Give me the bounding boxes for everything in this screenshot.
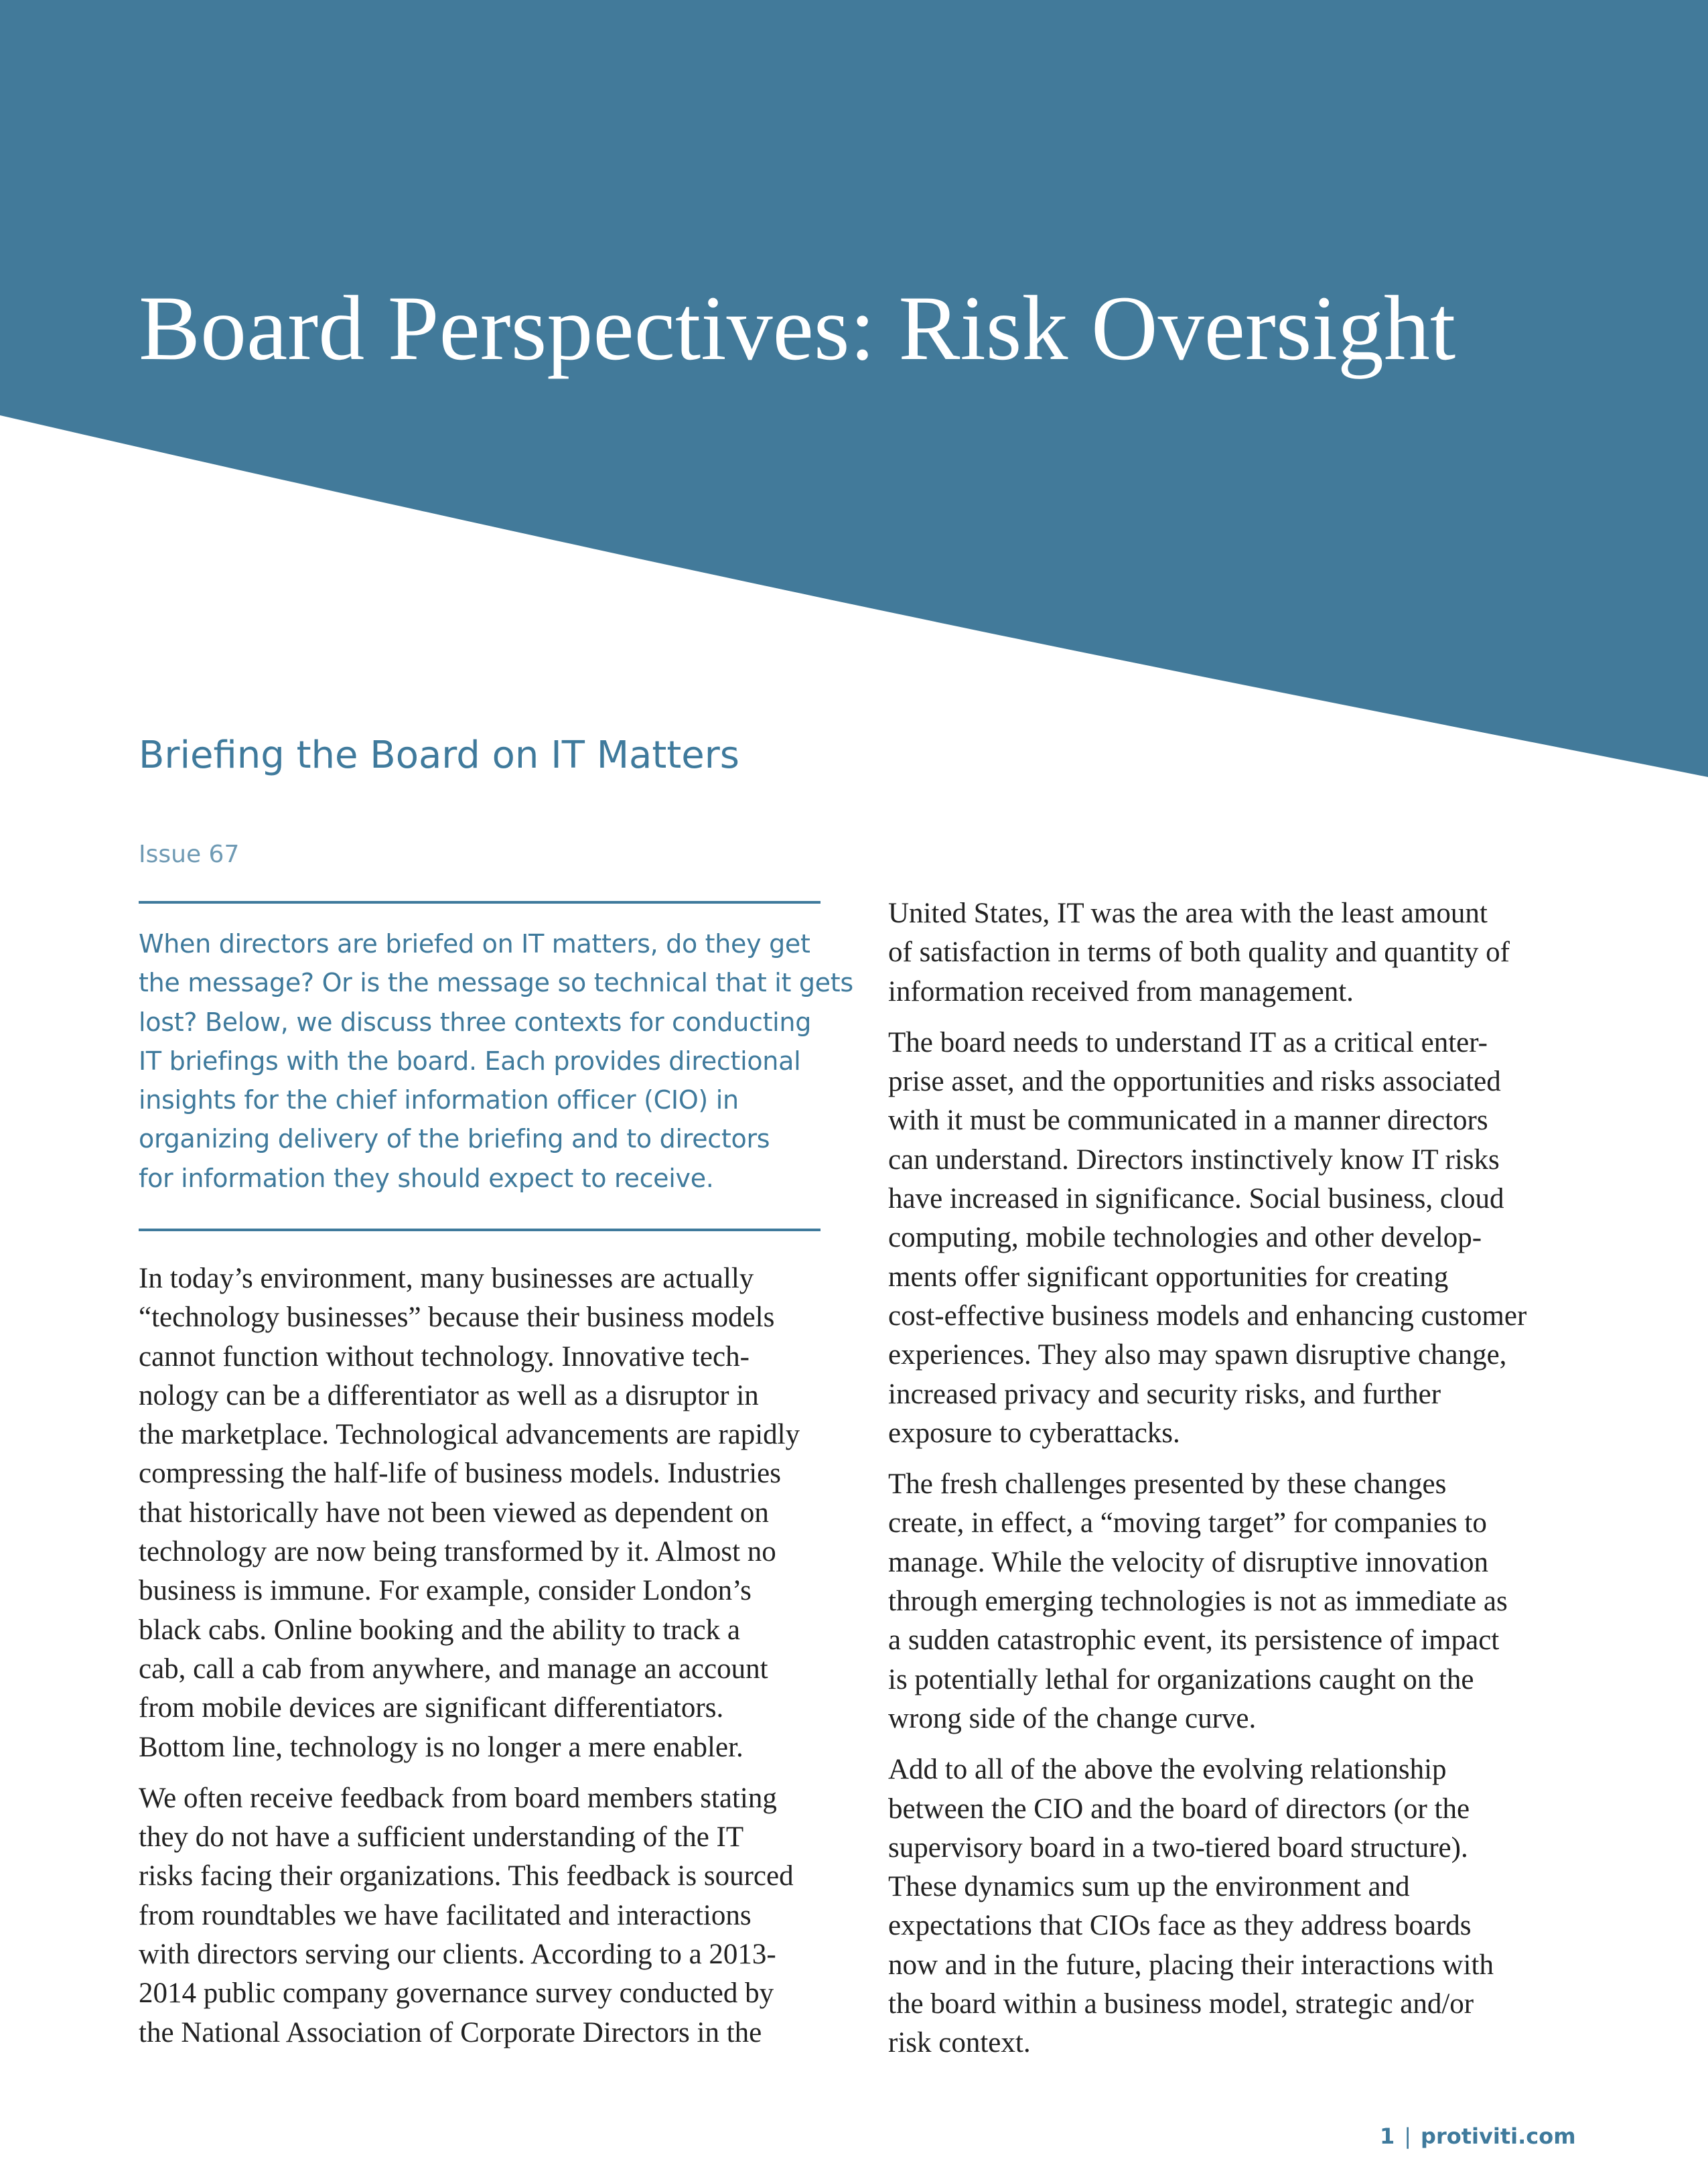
body-paragraph (139, 1779, 835, 2052)
text-line: We often receive feedback from board members stating (139, 1782, 777, 1814)
text-line: can understand. Directors instinctively know IT risks (888, 1143, 1500, 1176)
page-footer (1380, 2123, 1576, 2149)
text-line: United States, IT was the area with the least amount (888, 898, 1488, 929)
text-line: manage. While the velocity of disruptive innovation (888, 1546, 1489, 1578)
text-line: of satisfaction in terms of both quality and quantity of (888, 936, 1510, 969)
text-line: wrong side of the change curve. (888, 1702, 1257, 1734)
text-line: the National Association of Corporate Directors in the (139, 2016, 762, 2048)
text-line: they do not have a sufficient understanding of the IT (139, 1821, 744, 1854)
text-line: In today’s environment, many businesses are actually (139, 1263, 754, 1294)
text-line: compressing the half-life of business models. Industries (139, 1458, 781, 1490)
text-line: ments offer significant opportunities for creating (888, 1261, 1449, 1293)
text-line: information received from management. (888, 975, 1354, 1007)
page-number: 1 (1380, 2123, 1395, 2149)
text-line: nology can be a differentiator as well as a disruptor in (139, 1379, 759, 1411)
text-line: is potentially lethal for organizations caught on the (888, 1663, 1474, 1695)
text-line: cannot function without technology. Innovative tech- (139, 1340, 750, 1373)
text-line: business is immune. For example, consider London’s (139, 1575, 752, 1607)
text-line: now and in the future, placing their interactions with (888, 1949, 1494, 1981)
text-line: technology are now being transformed by it. Almost no (139, 1536, 776, 1568)
text-line: risk context. (888, 2027, 1031, 2059)
text-line: cost-effective business models and enhancing customer (888, 1300, 1527, 1332)
banner-background (0, 0, 1708, 777)
text-line: increased privacy and security risks, and further (888, 1378, 1441, 1410)
intro-line: the message? Or is the message so technical that it gets (139, 968, 853, 998)
briefing-subtitle: Briefing the Board on IT Matters (139, 734, 739, 777)
text-line: create, in effect, a “moving target” for companies to (888, 1507, 1487, 1539)
text-line: from roundtables we have facilitated and interactions (139, 1899, 752, 1931)
text-line: between the CIO and the board of directors (or the (888, 1793, 1470, 1825)
intro-summary (139, 924, 853, 1198)
body-paragraph (888, 894, 1585, 1012)
text-line: The fresh challenges presented by these changes (888, 1468, 1447, 1501)
issue-number: Issue 67 (139, 841, 240, 868)
intro-line: organizing delivery of the briefing and to directors (139, 1124, 770, 1154)
intro-line: insights for the chief information officer (CIO) in (139, 1085, 739, 1115)
intro-line: for information they should expect to receive. (139, 1163, 714, 1193)
text-line: Bottom line, technology is no longer a mere enabler. (139, 1731, 743, 1763)
footer-separator: | (1404, 2123, 1412, 2149)
text-line: cab, call a cab from anywhere, and manage an account (139, 1653, 768, 1685)
text-line: exposure to cyberattacks. (888, 1417, 1180, 1449)
text-line: the marketplace. Technological advancements are rapidly (139, 1419, 800, 1451)
text-line: have increased in significance. Social business, cloud (888, 1183, 1504, 1215)
text-line: These dynamics sum up the environment and (888, 1871, 1410, 1903)
footer-site-link[interactable]: protiviti.com (1421, 2123, 1576, 2149)
text-line: expectations that CIOs face as they address boards (888, 1910, 1472, 1942)
text-line: risks facing their organizations. This feedback is sourced (139, 1860, 794, 1892)
intro-line: When directors are briefed on IT matters, do they get (139, 929, 810, 959)
text-line: supervisory board in a two-tiered board structure). (888, 1831, 1468, 1864)
text-line: 2014 public company governance survey conducted by (139, 1977, 774, 2010)
text-line: with directors serving our clients. According to a 2013- (139, 1939, 776, 1971)
text-line: computing, mobile technologies and other develop- (888, 1222, 1482, 1254)
body-paragraph (888, 1465, 1585, 1738)
text-line: experiences. They also may spawn disruptive change, (888, 1339, 1507, 1371)
text-line: with it must be communicated in a manner directors (888, 1105, 1488, 1137)
text-line: the board within a business model, strategic and/or (888, 1988, 1474, 2020)
page-title: Board Perspectives: Risk Oversight (139, 277, 1456, 379)
intro-divider-bottom (139, 1229, 821, 1231)
text-line: The board needs to understand IT as a critical enter- (888, 1026, 1488, 1058)
body-column-left (139, 1259, 835, 2052)
body-paragraph (139, 1259, 835, 1767)
header-banner (0, 0, 1708, 777)
body-paragraph (888, 1750, 1585, 2063)
text-line: black cabs. Online booking and the ability to track a (139, 1614, 740, 1646)
intro-line: IT briefings with the board. Each provides directional (139, 1046, 801, 1076)
text-line: from mobile devices are significant differentiators. (139, 1692, 724, 1724)
intro-line: lost? Below, we discuss three contexts for conducting (139, 1007, 812, 1037)
body-paragraph (888, 1024, 1585, 1453)
text-line: Add to all of the above the evolving relationship (888, 1754, 1447, 1786)
text-line: “technology businesses” because their business models (139, 1302, 775, 1334)
text-line: prise asset, and the opportunities and risks associated (888, 1066, 1501, 1098)
body-column-right (888, 894, 1585, 2063)
text-line: through emerging technologies is not as immediate as (888, 1586, 1508, 1618)
intro-divider-top (139, 901, 821, 904)
text-line: that historically have not been viewed as dependent on (139, 1496, 769, 1529)
text-line: a sudden catastrophic event, its persistence of impact (888, 1624, 1500, 1657)
